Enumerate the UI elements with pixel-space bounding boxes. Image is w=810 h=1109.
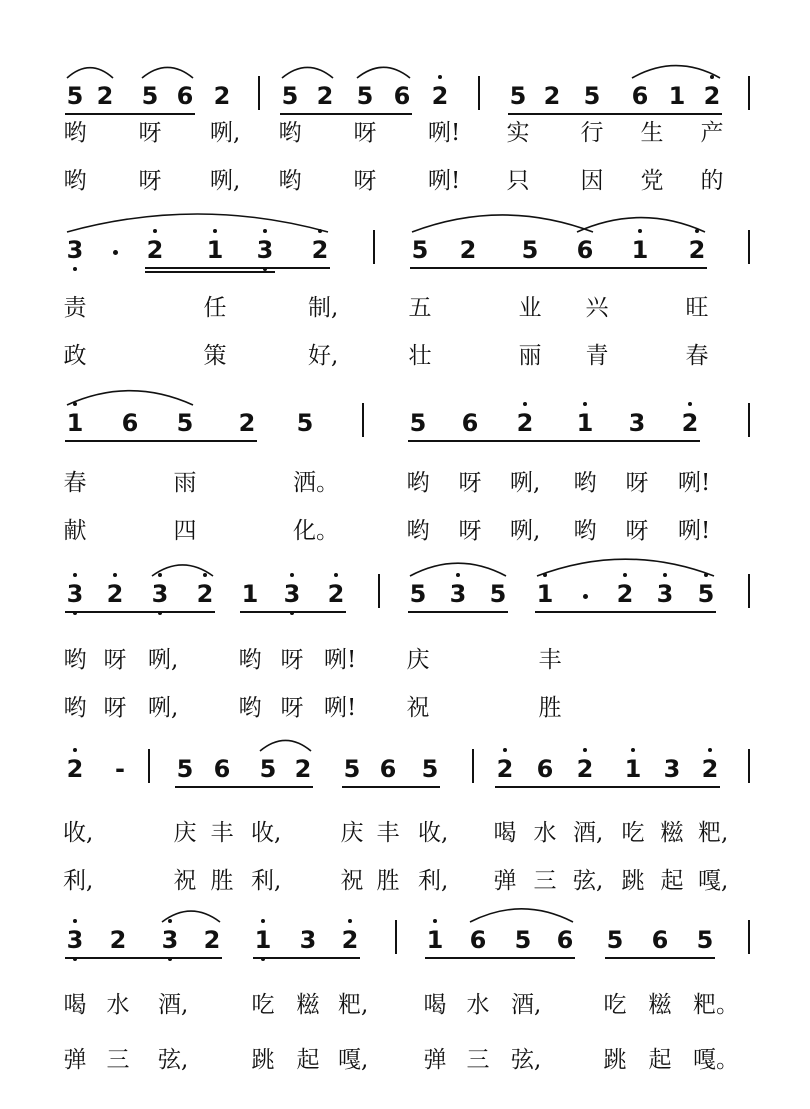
jianpu-note: 3 <box>446 580 470 608</box>
jianpu-note: 3 <box>63 926 87 954</box>
jianpu-note: 5 <box>343 755 361 783</box>
jianpu-note: 2 <box>143 236 167 264</box>
lyric-verse-1: 雨 <box>173 470 197 496</box>
jianpu-note: 2 <box>238 409 256 437</box>
augmentation-dot <box>113 250 118 255</box>
lyric-verse-1: 咧! <box>324 647 357 673</box>
lyric-verse-1: 责 <box>63 295 87 321</box>
lyric-verse-1: 水 <box>106 992 130 1018</box>
lyric-verse-1: 糍 <box>648 992 672 1018</box>
jianpu-note: 2 <box>316 82 334 110</box>
octave-dot-high <box>318 229 322 233</box>
jianpu-note: 1 <box>423 926 447 954</box>
jianpu-note: 5 <box>421 755 439 783</box>
lyric-verse-1: 呀 <box>353 120 377 146</box>
jianpu-note: 3 <box>253 236 277 264</box>
beam-line <box>408 611 508 613</box>
lyric-verse-2: 因 <box>580 168 604 194</box>
jianpu-note: 5 <box>521 236 539 264</box>
lyric-verse-1: 制, <box>308 295 339 321</box>
jianpu-note: 2 <box>324 580 348 608</box>
lyric-verse-2: 化。 <box>293 518 339 544</box>
lyric-verse-2: 弹 <box>493 868 517 894</box>
lyric-verse-2: 弦, <box>158 1047 189 1073</box>
lyric-verse-1: 粑。 <box>693 992 739 1018</box>
lyric-verse-2: 弹 <box>423 1047 447 1073</box>
octave-dot-high <box>348 919 352 923</box>
slur-arc <box>357 67 410 78</box>
slur-arc <box>67 214 328 232</box>
augmentation-dot <box>583 594 588 599</box>
jianpu-note: 6 <box>213 755 231 783</box>
jianpu-note: 2 <box>213 82 231 110</box>
barline <box>748 230 750 264</box>
lyric-verse-2: 哟 <box>238 695 262 721</box>
lyric-verse-2: 嘎, <box>698 868 729 894</box>
jianpu-note: 1 <box>251 926 275 954</box>
beam-line <box>425 957 575 959</box>
lyric-verse-1: 哟 <box>573 470 597 496</box>
jianpu-note: 3 <box>663 755 681 783</box>
jianpu-note: 5 <box>281 82 299 110</box>
slur-arc <box>142 67 193 78</box>
octave-dot-high <box>523 402 527 406</box>
jianpu-note: 3 <box>148 580 172 608</box>
jianpu-note: 2 <box>338 926 362 954</box>
lyric-verse-1: 丰 <box>210 820 234 846</box>
jianpu-note: 6 <box>576 236 594 264</box>
octave-dot-high <box>710 75 714 79</box>
octave-dot-high <box>213 229 217 233</box>
slur-arc <box>260 740 311 751</box>
jianpu-note: 1 <box>241 580 259 608</box>
lyric-verse-2: 呀 <box>280 695 304 721</box>
octave-dot-high <box>663 573 667 577</box>
lyric-verse-1: 哟 <box>63 647 87 673</box>
lyric-verse-2: 跳 <box>603 1047 627 1073</box>
lyric-verse-1: 糍 <box>296 992 320 1018</box>
jianpu-note: 1 <box>573 409 597 437</box>
lyric-verse-2: 的 <box>700 168 724 194</box>
barline <box>258 76 260 110</box>
jianpu-note: 3 <box>628 409 646 437</box>
lyric-verse-1: 粑, <box>338 992 369 1018</box>
jianpu-note: 5 <box>606 926 624 954</box>
lyric-verse-1: 丰 <box>376 820 400 846</box>
lyric-verse-1: 收, <box>418 820 449 846</box>
lyric-verse-1: 五 <box>408 295 432 321</box>
lyric-verse-2: 利, <box>63 868 94 894</box>
beam-line <box>145 267 330 269</box>
slur-arc <box>412 215 593 232</box>
barline <box>748 574 750 608</box>
jianpu-note: 3 <box>63 580 87 608</box>
barline <box>748 403 750 437</box>
lyric-verse-2: 策 <box>203 343 227 369</box>
barline <box>748 76 750 110</box>
barline <box>395 920 397 954</box>
beam-line <box>280 113 412 115</box>
lyric-verse-1: 呀 <box>280 647 304 673</box>
jianpu-note: 5 <box>409 409 427 437</box>
lyric-verse-2: 祝 <box>340 868 364 894</box>
jianpu-note: 2 <box>700 82 724 110</box>
jianpu-note: 2 <box>613 580 637 608</box>
lyric-verse-1: 业 <box>518 295 542 321</box>
beam-line <box>495 786 720 788</box>
lyric-verse-1: 兴 <box>585 295 609 321</box>
lyric-verse-1: 吃 <box>251 992 275 1018</box>
lyric-verse-2: 咧, <box>148 695 179 721</box>
jianpu-note: 2 <box>103 580 127 608</box>
slur-arc <box>67 68 113 78</box>
octave-dot-high <box>73 573 77 577</box>
lyric-verse-1: 呀 <box>458 470 482 496</box>
lyric-verse-1: 产 <box>700 120 724 146</box>
barline <box>748 920 750 954</box>
lyric-verse-2: 咧, <box>210 168 241 194</box>
octave-dot-high <box>583 748 587 752</box>
octave-dot-high <box>73 748 77 752</box>
lyric-verse-2: 三 <box>533 868 557 894</box>
barline <box>373 230 375 264</box>
jianpu-note: 3 <box>280 580 304 608</box>
lyric-verse-1: 旺 <box>685 295 709 321</box>
octave-dot-high <box>261 919 265 923</box>
lyric-verse-2: 呀 <box>458 518 482 544</box>
octave-dot-high <box>708 748 712 752</box>
octave-dot-high <box>583 402 587 406</box>
octave-dot-low <box>73 267 77 271</box>
jianpu-note: 2 <box>543 82 561 110</box>
octave-dot-high <box>695 229 699 233</box>
jianpu-note: 2 <box>294 755 312 783</box>
beam-line <box>65 113 195 115</box>
octave-dot-high <box>433 919 437 923</box>
lyric-verse-2: 哟 <box>63 695 87 721</box>
lyric-verse-1: 哟 <box>278 120 302 146</box>
jianpu-note: 6 <box>556 926 574 954</box>
jianpu-note: 6 <box>176 82 194 110</box>
lyric-verse-2: 弹 <box>63 1047 87 1073</box>
lyric-verse-2: 只 <box>506 168 530 194</box>
lyric-verse-1: 庆 <box>406 647 430 673</box>
jianpu-note: 5 <box>583 82 601 110</box>
jianpu-note: 2 <box>573 755 597 783</box>
jianpu-note: 1 <box>63 409 87 437</box>
lyric-verse-2: 政 <box>63 343 87 369</box>
beam-line <box>605 957 715 959</box>
slur-arc <box>632 66 720 78</box>
octave-dot-high <box>438 75 442 79</box>
lyric-verse-2: 跳 <box>621 868 645 894</box>
jianpu-note: 2 <box>193 580 217 608</box>
jianpu-note: 5 <box>176 409 194 437</box>
lyric-verse-2: 呀 <box>353 168 377 194</box>
jianpu-note: 5 <box>489 580 507 608</box>
lyric-verse-1: 吃 <box>621 820 645 846</box>
lyric-verse-2: 嘎, <box>338 1047 369 1073</box>
lyric-verse-2: 党 <box>640 168 664 194</box>
lyric-verse-1: 任 <box>203 295 227 321</box>
jianpu-note: 3 <box>63 236 87 264</box>
beam-line <box>240 611 346 613</box>
octave-dot-high <box>334 573 338 577</box>
beam-line <box>410 267 707 269</box>
lyric-verse-1: 收, <box>251 820 282 846</box>
lyric-verse-2: 哟 <box>573 518 597 544</box>
lyric-verse-1: 庆 <box>340 820 364 846</box>
lyric-verse-2: 咧! <box>678 518 711 544</box>
barline <box>472 749 474 783</box>
lyric-verse-2: 咧, <box>510 518 541 544</box>
jianpu-note: 6 <box>379 755 397 783</box>
lyric-verse-1: 庆 <box>173 820 197 846</box>
octave-dot-high <box>290 573 294 577</box>
lyric-verse-1: 酒, <box>511 992 542 1018</box>
octave-dot-high <box>638 229 642 233</box>
jianpu-note: 6 <box>393 82 411 110</box>
jianpu-note: 1 <box>621 755 645 783</box>
jianpu-note: 5 <box>696 926 714 954</box>
jianpu-note: 6 <box>631 82 649 110</box>
octave-dot-high <box>623 573 627 577</box>
lyric-verse-2: 哟 <box>278 168 302 194</box>
lyric-verse-2: 献 <box>63 518 87 544</box>
jianpu-note: 2 <box>96 82 114 110</box>
lyric-verse-1: 收, <box>63 820 94 846</box>
octave-dot-high <box>263 229 267 233</box>
lyric-verse-1: 咧, <box>210 120 241 146</box>
jianpu-note: 2 <box>203 926 221 954</box>
lyric-verse-1: 呀 <box>625 470 649 496</box>
jianpu-note: 5 <box>259 755 277 783</box>
lyric-verse-1: 吃 <box>603 992 627 1018</box>
octave-dot-high <box>503 748 507 752</box>
jianpu-note: 2 <box>459 236 477 264</box>
lyric-verse-1: 哟 <box>238 647 262 673</box>
octave-dot-high <box>203 573 207 577</box>
lyric-verse-2: 跳 <box>251 1047 275 1073</box>
jianpu-note: 2 <box>308 236 332 264</box>
lyric-verse-1: 呀 <box>103 647 127 673</box>
octave-dot-high <box>688 402 692 406</box>
jianpu-note: 6 <box>461 409 479 437</box>
jianpu-note: 3 <box>653 580 677 608</box>
jianpu-note: 2 <box>698 755 722 783</box>
lyric-verse-1: 丰 <box>538 647 562 673</box>
octave-dot-high <box>113 573 117 577</box>
barline <box>478 76 480 110</box>
beam-line <box>65 611 215 613</box>
beam-line <box>535 611 716 613</box>
lyric-verse-1: 春 <box>63 470 87 496</box>
lyric-verse-1: 呀 <box>138 120 162 146</box>
lyric-verse-2: 呀 <box>138 168 162 194</box>
lyric-verse-2: 春 <box>685 343 709 369</box>
lyric-verse-2: 弦, <box>573 868 604 894</box>
lyric-verse-1: 喝 <box>63 992 87 1018</box>
lyric-verse-1: 实 <box>506 120 530 146</box>
beam-line <box>253 957 360 959</box>
jianpu-note: 5 <box>411 236 429 264</box>
jianpu-note: 1 <box>203 236 227 264</box>
octave-dot-high <box>631 748 635 752</box>
octave-dot-high <box>168 919 172 923</box>
lyric-verse-1: 洒。 <box>293 470 339 496</box>
octave-dot-high <box>543 573 547 577</box>
slur-arc <box>67 391 193 405</box>
lyric-verse-2: 壮 <box>408 343 432 369</box>
jianpu-note: 2 <box>493 755 517 783</box>
lyric-verse-1: 咧, <box>148 647 179 673</box>
jianpu-note: 2 <box>109 926 127 954</box>
lyric-verse-2: 胜 <box>376 868 400 894</box>
lyric-verse-2: 胜 <box>210 868 234 894</box>
lyric-verse-2: 祝 <box>173 868 197 894</box>
lyric-verse-2: 祝 <box>406 695 430 721</box>
octave-dot-high <box>158 573 162 577</box>
lyric-verse-1: 酒, <box>158 992 189 1018</box>
jianpu-note: 5 <box>409 580 427 608</box>
lyric-verse-2: 呀 <box>103 695 127 721</box>
jianpu-note: 6 <box>651 926 669 954</box>
lyric-verse-1: 生 <box>640 120 664 146</box>
beam-line <box>65 440 257 442</box>
jianpu-note: 6 <box>121 409 139 437</box>
beam-line <box>65 957 222 959</box>
jianpu-note: 1 <box>628 236 652 264</box>
barline <box>148 749 150 783</box>
lyric-verse-2: 起 <box>660 868 684 894</box>
lyric-verse-2: 利, <box>418 868 449 894</box>
lyric-verse-1: 喝 <box>493 820 517 846</box>
lyric-verse-1: 行 <box>580 120 604 146</box>
jianpu-note: 1 <box>668 82 686 110</box>
beam-line <box>508 113 722 115</box>
beam-line <box>408 440 700 442</box>
lyric-verse-2: 利, <box>251 868 282 894</box>
lyric-verse-1: 粑, <box>698 820 729 846</box>
jianpu-note: 5 <box>176 755 194 783</box>
octave-dot-high <box>456 573 460 577</box>
lyric-verse-2: 胜 <box>538 695 562 721</box>
lyric-verse-1: 酒, <box>573 820 604 846</box>
jianpu-note: 5 <box>296 409 314 437</box>
jianpu-note: 1 <box>533 580 557 608</box>
barline <box>362 403 364 437</box>
jianpu-note: 3 <box>158 926 182 954</box>
lyric-verse-1: 糍 <box>660 820 684 846</box>
lyric-verse-2: 起 <box>296 1047 320 1073</box>
lyric-verse-1: 咧! <box>678 470 711 496</box>
lyric-verse-2: 四 <box>173 518 197 544</box>
lyric-verse-2: 青 <box>585 343 609 369</box>
octave-dot-high <box>73 402 77 406</box>
barline <box>748 749 750 783</box>
lyric-verse-2: 哟 <box>63 168 87 194</box>
jianpu-note: 5 <box>141 82 159 110</box>
lyric-verse-2: 哟 <box>406 518 430 544</box>
lyric-verse-1: 咧, <box>510 470 541 496</box>
jianpu-note: 2 <box>428 82 452 110</box>
jianpu-note: 3 <box>299 926 317 954</box>
lyric-verse-2: 三 <box>466 1047 490 1073</box>
octave-dot-high <box>73 919 77 923</box>
lyric-verse-1: 水 <box>466 992 490 1018</box>
lyric-verse-2: 丽 <box>518 343 542 369</box>
jianpu-note: 6 <box>469 926 487 954</box>
jianpu-note: 5 <box>356 82 374 110</box>
slur-arc <box>470 909 573 922</box>
jianpu-note: 2 <box>685 236 709 264</box>
lyric-verse-2: 嘎。 <box>693 1047 739 1073</box>
beam-line-double <box>145 271 275 273</box>
jianpu-note: 5 <box>509 82 527 110</box>
lyric-verse-2: 咧! <box>428 168 461 194</box>
jianpu-note: 2 <box>513 409 537 437</box>
jianpu-note: 6 <box>536 755 554 783</box>
jianpu-note: 5 <box>694 580 718 608</box>
barline <box>378 574 380 608</box>
jianpu-note: 2 <box>63 755 87 783</box>
beam-line <box>175 786 313 788</box>
octave-dot-high <box>153 229 157 233</box>
lyric-verse-2: 咧! <box>324 695 357 721</box>
beam-line <box>342 786 440 788</box>
lyric-verse-2: 起 <box>648 1047 672 1073</box>
lyric-verse-2: 呀 <box>625 518 649 544</box>
jianpu-note: 2 <box>678 409 702 437</box>
lyric-verse-1: 水 <box>533 820 557 846</box>
lyric-verse-2: 好, <box>308 343 339 369</box>
lyric-verse-1: 咧! <box>428 120 461 146</box>
jianpu-note: 5 <box>514 926 532 954</box>
jianpu-note: 5 <box>66 82 84 110</box>
lyric-verse-1: 喝 <box>423 992 447 1018</box>
lyric-verse-2: 三 <box>106 1047 130 1073</box>
jianpu-note: - <box>115 755 125 783</box>
octave-dot-high <box>704 573 708 577</box>
lyric-verse-2: 弦, <box>511 1047 542 1073</box>
slur-arc <box>282 67 333 78</box>
lyric-verse-1: 哟 <box>63 120 87 146</box>
lyric-verse-1: 哟 <box>406 470 430 496</box>
